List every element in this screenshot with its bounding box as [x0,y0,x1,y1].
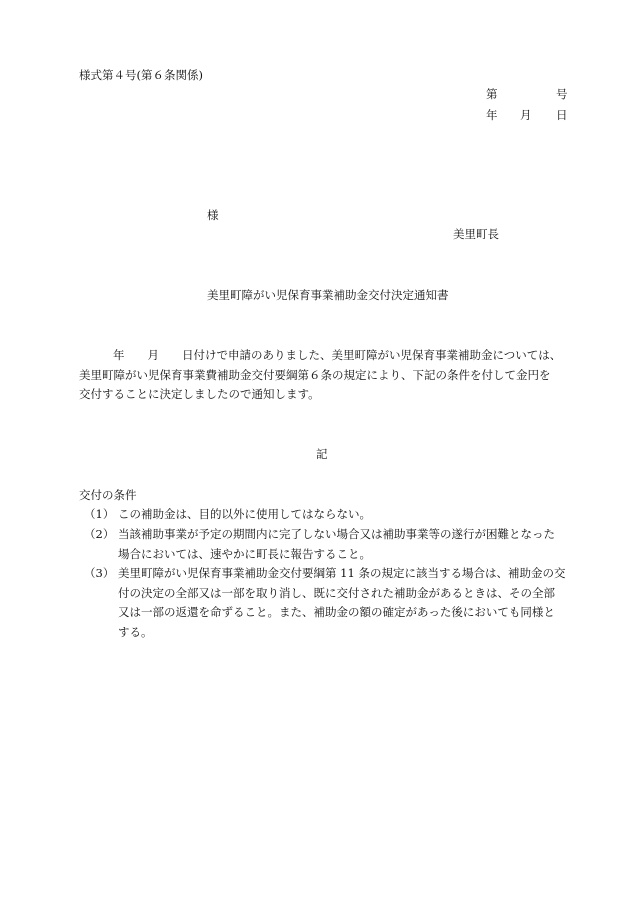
condition-item [79,525,579,564]
date-year-label: 年 [486,108,498,122]
condition-item [79,564,579,642]
document-number-label: 第 [486,87,498,101]
condition-text [118,505,579,525]
condition-line: 場合においては、速やかに町長に報告すること。 [118,546,371,561]
issuer-name: 美里町長 [453,227,499,241]
body-line: 交付することに決定しましたので通知します。 [79,387,320,401]
condition-item [79,505,579,525]
condition-line: 又は一部の返還を命ずること。また、補助金の額の確定があった後においても同様と [118,605,555,619]
document-title: 美里町障がい児保育事業補助金交付決定通知書 [207,288,449,302]
ki-heading: 記 [316,447,328,461]
condition-line: 付の決定の全部又は一部を取り消し、既に交付された補助金があるときは、その全部 [118,585,555,600]
document-number-suffix: 号 [556,87,568,101]
date-month-label: 月 [520,108,532,122]
condition-number: （1） [84,507,115,521]
recipient-honorific: 様 [207,208,219,222]
condition-line: 当該補助事業が予定の期間内に完了しない場合又は補助事業等の遂行が困難となった [118,527,555,541]
condition-line: 美里町障がい児保育事業補助金交付要綱第 11 条の規定に該当する場合は、補助金の交 [118,566,566,580]
condition-line: この補助金は、目的以外に使用してはならない。 [118,507,371,521]
form-number: 様式第４号(第６条関係) [79,68,203,82]
condition-number: （2） [84,527,115,541]
condition-number: （3） [84,566,115,580]
condition-text [118,525,579,564]
body-line: 年 月 日付けで申請のありました、美里町障がい児保育事業補助金については、 [113,348,562,362]
body-line: 美里町障がい児保育事業費補助金交付要綱第６条の規定により、下記の条件を付して金円を [79,367,551,382]
body-paragraph [79,346,579,405]
conditions-heading: 交付の条件 [79,488,137,502]
condition-text [118,564,579,642]
date-day-label: 日 [556,108,568,122]
condition-line: する。 [118,624,153,639]
